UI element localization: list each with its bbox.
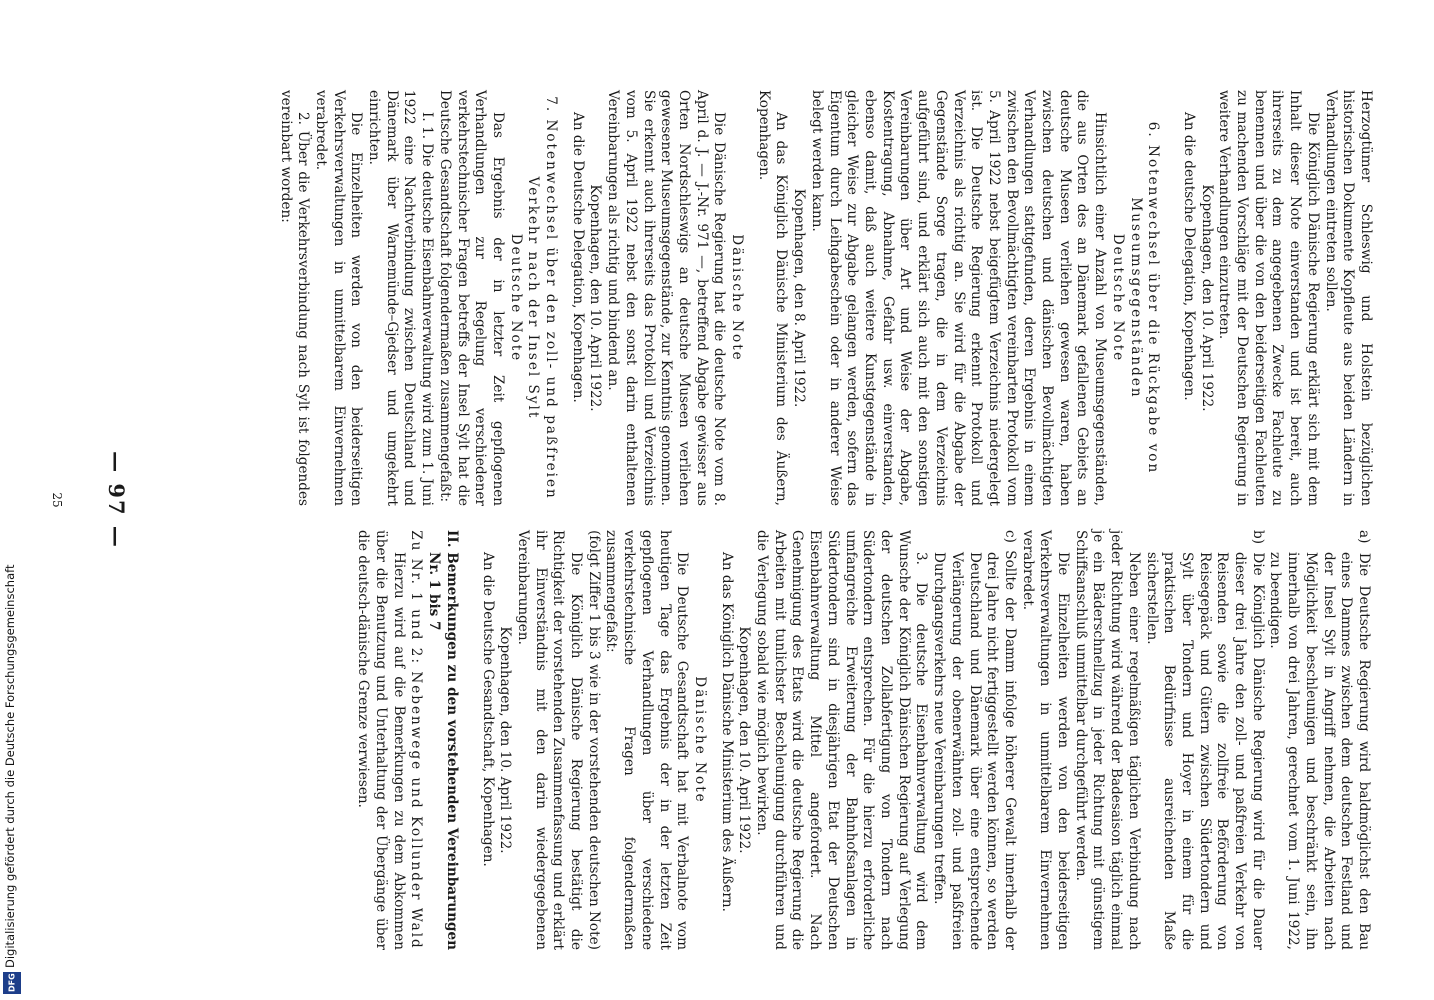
paragraph: (folgt Ziffer 1 bis 3 wie in der vorstehenden deutschen Note) <box>585 530 602 950</box>
paragraph: 2. Über die Verkehrsverbindung nach Sylt ist folgendes vereinbart worden: <box>277 90 312 506</box>
date-line: Kopenhagen, den 10. April 1922. <box>587 184 604 412</box>
credit-text: Digitalisierung gefördert durch die Deutsche Forschungsgemeinschaft <box>3 564 17 968</box>
paragraph: Neben einer regelmäßigen täglichen Verbindung nach jeder Richtung wird während der Badesaison täglich einmal je ein Bäderschnellzug in jeder Richtung mit günstigem Schiffsanschluß unmittelbar durchgeführt werden. <box>1072 530 1142 950</box>
footer-number: 25 <box>50 492 64 508</box>
note-heading: Dänische Note <box>729 234 746 362</box>
subsection-heading: Zu Nr. 1 und 2: Nebenwege und Kollunder Wald <box>408 530 425 950</box>
note-heading: Deutsche Note <box>507 233 524 363</box>
date-line: Kopenhagen, den 10. April 1922. <box>1198 184 1215 412</box>
paragraph: Die Königlich Dänische Regierung erklärt sich mit dem Inhalt dieser Note einverstanden und ist bereit, auch ihrerseits zu dem angegebenen Zwecke Fachleute zu benennen und über die von den beiderseitigen Fachleuten zu machenden Vorschläge mit der Deutschen Regierung in weitere Verhandlungen einzutreten. <box>1216 90 1321 506</box>
address-line: An die deutsche Delegation, Kopenhagen. <box>1180 112 1197 401</box>
date-line: Kopenhagen, den 8. April 1922. <box>791 188 808 408</box>
note-heading: Deutsche Note <box>1109 233 1126 363</box>
credit-strip <box>0 0 26 1000</box>
date-line: Kopenhagen, den 10. April 1922. <box>736 626 753 854</box>
paragraph: I. 1. Die deutsche Eisenbahnverwaltung wird zum 1. Juni 1922 eine Nachtverbindung zwischen Deutschland und Dänemark über Warnemünde–Gjedser und umgekehrt einrichten. <box>366 90 436 506</box>
paragraph: Hinsichtlich einer Anzahl von Museumsgegenständen, die aus Orten des an Dänemark gefallenen Gebiets an deutsche Museen verliehen gewesen waren, haben zwischen deutschen und dänischen Bevollmächtigten Verhandlungen stattgefunden, deren Ergebnis in einem zwischen den Bevollmächtigten vereinbarten Protokoll vom 5. April 1922 nebst beigefügtem Verzeichnis niedergelegt ist. Die Deutsche Regierung erkennt Protokoll und Verzeichnis als richtig an. Sie wird für die Abgabe der Gegenstände Sorge tragen, die in dem Verzeichnis aufgeführt sind, und erklärt sich auch mit den sonstigen Vereinbarungen über Art und Weise der Abgabe, Kostentragung, Abnahme, Gefahr usw. einverstanden, ebenso damit, daß auch weitere Kunstgegenstände in gleicher Weise zur Abgabe gelangen werden, sofern das Eigentum durch Leihgabeschein oder in anderer Weise belegt werden kann. <box>808 90 1109 506</box>
paragraph: Herzogtümer Schleswig und Holstein bezüglichen historischen Dokumente Kopfleute aus beiden Ländern in Verhandlungen eintreten sollen. <box>1322 90 1374 506</box>
paragraph: Die Einzelheiten werden von den beiderseitigen Verkehrsverwaltungen in unmittelbarem Einvernehmen verabredet. <box>1019 530 1072 950</box>
paragraph: Hierzu wird auf die Bemerkungen zu dem Abkommen über die Benutzung und Unterhaltung der Übergänge über die deutsch-dänische Grenze verwiesen. <box>355 530 407 950</box>
right-column <box>354 530 1372 950</box>
list-item: a) Die Deutsche Regierung wird baldmöglichst den Bau eines Dammes zwischen dem deutschen Festland und der Insel Sylt in Angriff nehmen, die Arbeiten nach Möglichkeit beschleunigen und beschränkt sein, ihn innerhalb von drei Jahren, gerechnet vom 1. Juni 1922, zu beendigen. <box>1267 530 1372 950</box>
page-number: — 97 — <box>104 451 129 549</box>
paragraph: Die Dänische Regierung hat die deutsche Note vom 8. April d. J. — J.-Nr. 971 —, betreffend Abgabe gewisser aus Orten Nordschleswigs an deutsche Museen verliehen gewesener Museumsgegenstände, zur Kenntnis genommen. Sie erkennt auch ihrerseits das Protokoll und Verzeichnis vom 5. April 1922 nebst den sonst darin enthaltenen Vereinbarungen als richtig und bindend an. <box>605 90 728 506</box>
section-heading-7: 7. Notenwechsel über den zoll- und paßfreien Verkehr nach der Insel Sylt <box>525 96 560 500</box>
note-heading: Dänische Note <box>691 676 708 804</box>
address-line: An die Deutsche Delegation, Kopenhagen. <box>569 112 586 403</box>
dfg-logo: DFG <box>3 972 21 994</box>
paragraph: 3. Die deutsche Eisenbahnverwaltung wird dem Wunsche der Königlich Dänischen Regierung auf Verlegung der deutschen Zollabfertigung von Tondern nach Südertondern entsprechen. Für die hierzu erforderliche umfangreiche Erweiterung der Bahnhofsanlagen in Südertondern sind in diesjährigen Etat der Deutschen Eisenbahnverwaltung Mittel angefordert. Nach Genehmigung des Etats wird die deutsche Regierung die Arbeiten mit tunlichster Beschleunigung durchführen und die Verlegung sobald wie möglich bewirken. <box>754 530 930 950</box>
section-heading-6: 6. Notenwechsel über die Rückgabe von Museumsgegenständen <box>1127 121 1162 475</box>
list-item: c) Sollte der Damm infolge höherer Gewalt innerhalb der drei Jahre nicht fertiggestellt werden können, so werden Deutschland und Dänemark über eine entsprechende Verlängerung der obenerwähnten zoll- und paßfreien Durchgangsverkehrs neue Vereinbarungen treffen. <box>931 530 1018 950</box>
paragraph: Die Deutsche Gesandtschaft hat mit Verbalnote vom heutigen Tage das Ergebnis der in der letzten Zeit gepflogenen Verhandlungen über verschiedene verkehrstechnische Fragen folgendermaßen zusammengefaßt: <box>603 530 691 950</box>
paragraph: Die Einzelheiten werden von den beiderseitigen Verkehrsverwaltungen in unmittelbarem Einvernehmen verabredet. <box>312 90 365 506</box>
date-line: Kopenhagen, den 10. April 1922. <box>497 626 514 854</box>
paragraph: Das Ergebnis der in letzter Zeit gepflogenen Verhandlungen zur Regelung verschiedener verkehrstechnischer Fragen betreffs der Insel Sylt hat die Deutsche Gesandtschaft folgendermaßen zusammengefaßt: <box>436 90 506 506</box>
address-line: An das Königlich Dänische Ministerium des Äußern. <box>718 552 735 912</box>
list-item: b) Die Königlich Dänische Regierung wird für die Dauer dieser drei Jahre den zoll- und paßfreien Verkehr von Reisenden sowie die zollfreie Beförderung von Reisegepäck und Gütern zwischen Südertondern und Sylt über Tondern und Hoyer in einem für die praktischen Bedürfnisse ausreichenden Maße sicherstellen. <box>1143 530 1266 950</box>
address-line: An die Deutsche Gesandtschaft, Kopenhagen. <box>479 552 496 867</box>
address-line: An das Königlich Dänische Ministerium des Äußern, Kopenhagen. <box>755 90 790 506</box>
paragraph: Die Königlich Dänische Regierung bestätigt die Richtigkeit der vorstehenden Zusammenfassung und erklärt ihr Einverständnis mit den darin wiedergegebenen Vereinbarungen. <box>514 530 585 950</box>
left-column <box>276 90 1374 506</box>
section-heading-ii: II. Bemerkungen zu den vorstehenden Vereinbarungen Nr. 1 bis 7 <box>426 530 460 950</box>
